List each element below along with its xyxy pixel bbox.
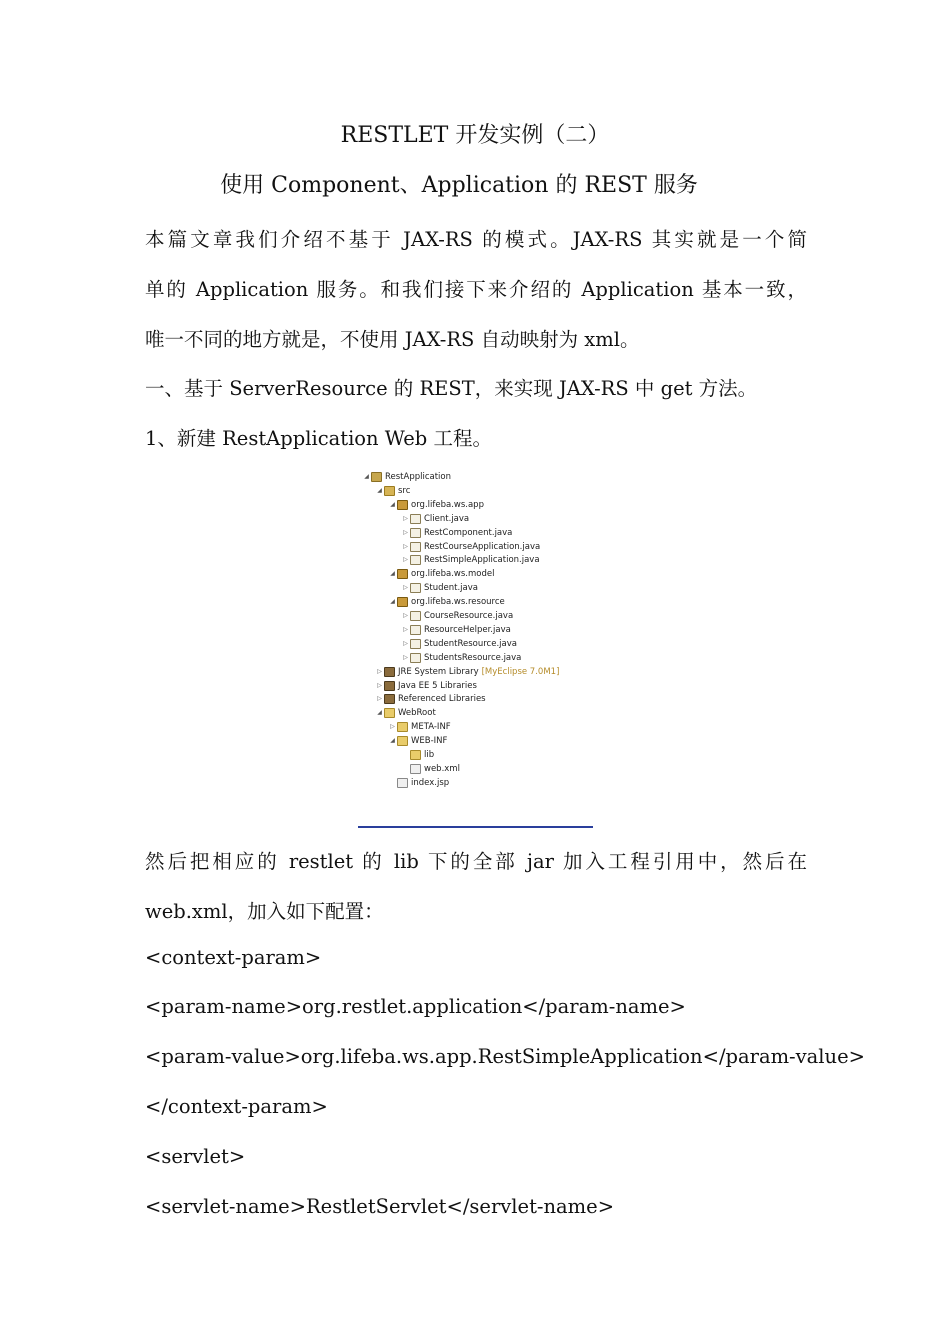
tree-node[interactable]	[388, 567, 494, 581]
expand-twisty-icon[interactable]: ▷	[403, 653, 408, 661]
pkg-icon	[397, 597, 408, 607]
tree-node[interactable]	[375, 679, 477, 693]
xml-icon	[397, 778, 408, 788]
tree-node[interactable]	[401, 609, 513, 623]
tree-node-suffix: [MyEclipse 7.0M1]	[481, 666, 560, 677]
section-heading: 一、基于 ServerResource 的 REST，来实现 JAX-RS 中 get 方法。	[145, 377, 758, 400]
lib-icon	[384, 681, 395, 691]
tree-node-label: Student.java	[424, 583, 478, 594]
xml-icon	[410, 764, 421, 774]
lib-icon	[384, 694, 395, 704]
tree-node[interactable]	[388, 734, 447, 748]
expand-twisty-icon[interactable]: ◢	[390, 500, 395, 508]
tree-node-label: JRE System Library	[398, 666, 479, 677]
tree-node-label: src	[398, 485, 411, 496]
code-line: <param-value>org.lifeba.ws.app.RestSimpleApplication</param-value>	[145, 1045, 865, 1068]
tree-node-label: RestSimpleApplication.java	[424, 555, 540, 566]
tree-node[interactable]	[375, 692, 486, 706]
tree-node-label: org.lifeba.ws.app	[411, 499, 484, 510]
expand-twisty-icon[interactable]: ▷	[403, 542, 408, 550]
pkg-icon	[397, 569, 408, 579]
expand-twisty-icon[interactable]: ▷	[403, 514, 408, 522]
tree-node[interactable]	[401, 748, 434, 762]
java-icon	[410, 542, 421, 552]
src-icon	[384, 486, 395, 496]
tree-node[interactable]	[401, 637, 517, 651]
code-line: </context-param>	[145, 1095, 328, 1118]
code-line: <context-param>	[145, 946, 322, 969]
expand-twisty-icon[interactable]: ▷	[403, 584, 408, 592]
page-title: RESTLET 开发实例（二）	[340, 123, 610, 148]
expand-twisty-icon[interactable]: ◢	[390, 737, 395, 745]
tree-node-label: WEB-INF	[411, 736, 448, 747]
tree-node-label: CourseResource.java	[424, 611, 514, 621]
tree-node[interactable]	[388, 498, 484, 512]
tree-node-label: WebRoot	[398, 708, 436, 719]
paragraph-line: 单的 Application 服务。和我们接下来介绍的 Application 基本一致，	[145, 278, 807, 301]
tree-node-label: Client.java	[424, 513, 470, 524]
pkg-icon	[397, 500, 408, 510]
paragraph-line: 然后把相应的 restlet 的 lib 下的全部 jar 加入工程引用中，然后在	[145, 850, 807, 873]
tree-node[interactable]	[388, 720, 451, 734]
expand-twisty-icon[interactable]: ◢	[390, 598, 395, 606]
java-icon	[410, 583, 421, 593]
tree-node[interactable]	[401, 581, 478, 595]
tree-node[interactable]	[375, 665, 559, 679]
tree-node[interactable]	[375, 706, 436, 720]
expand-twisty-icon[interactable]: ▷	[403, 528, 408, 536]
tree-node-label: org.lifeba.ws.resource	[411, 597, 505, 608]
folder-icon	[384, 708, 395, 718]
tree-node-label: StudentsResource.java	[424, 652, 522, 663]
expand-twisty-icon[interactable]: ▷	[403, 639, 408, 647]
tree-node[interactable]	[401, 540, 540, 554]
step-heading: 1、新建 RestApplication Web 工程。	[145, 427, 492, 450]
java-icon	[410, 611, 421, 621]
tree-node-label: StudentResource.java	[424, 638, 517, 649]
tree-node[interactable]	[362, 470, 451, 484]
java-icon	[410, 528, 421, 538]
expand-twisty-icon[interactable]: ◢	[364, 473, 369, 480]
tree-node-label: org.lifeba.ws.model	[411, 569, 495, 580]
tree-node-label: Referenced Libraries	[398, 694, 486, 705]
page-subtitle: 使用 Component、Application 的 REST 服务	[220, 173, 698, 198]
folder-icon	[410, 750, 421, 760]
tree-node[interactable]	[375, 484, 410, 498]
expand-twisty-icon[interactable]: ▷	[377, 667, 382, 675]
tree-node-label: ResourceHelper.java	[424, 624, 511, 635]
tree-node-label: lib	[424, 750, 435, 760]
expand-twisty-icon[interactable]: ▷	[390, 723, 395, 731]
tree-node[interactable]	[401, 651, 521, 665]
tree-node[interactable]	[401, 762, 460, 776]
tree-node-label: RestCourseApplication.java	[424, 541, 541, 552]
expand-twisty-icon[interactable]: ▷	[403, 612, 408, 619]
tree-node-label: RestComponent.java	[424, 527, 513, 538]
tree-node[interactable]	[401, 623, 511, 637]
folder-icon	[397, 722, 408, 732]
figure-underline	[358, 826, 593, 828]
expand-twisty-icon[interactable]: ▷	[403, 625, 408, 633]
tree-node[interactable]	[401, 553, 540, 567]
expand-twisty-icon[interactable]: ◢	[377, 709, 382, 717]
paragraph-line: 本篇文章我们介绍不基于 JAX-RS 的模式。JAX-RS 其实就是一个简	[145, 228, 807, 251]
java-icon	[410, 639, 421, 649]
folder-icon	[397, 736, 408, 746]
code-line: <servlet-name>RestletServlet</servlet-name>	[145, 1195, 615, 1218]
tree-node-label: Java EE 5 Libraries	[398, 680, 477, 691]
paragraph-line: web.xml，加入如下配置：	[145, 900, 384, 923]
expand-twisty-icon[interactable]: ◢	[390, 570, 395, 578]
expand-twisty-icon[interactable]: ▷	[377, 695, 382, 703]
java-icon	[410, 555, 421, 565]
tree-node[interactable]	[388, 776, 449, 790]
tree-node[interactable]	[401, 526, 512, 540]
java-icon	[410, 653, 421, 663]
tree-node-label: META-INF	[411, 722, 451, 733]
project-tree-screenshot	[360, 468, 600, 793]
expand-twisty-icon[interactable]: ▷	[403, 556, 408, 564]
java-icon	[410, 514, 421, 524]
expand-twisty-icon[interactable]: ◢	[377, 486, 382, 494]
tree-node[interactable]	[388, 595, 505, 609]
lib-icon	[384, 667, 395, 677]
tree-node-label: web.xml	[424, 763, 460, 774]
paragraph-line: 唯一不同的地方就是，不使用 JAX-RS 自动映射为 xml。	[145, 328, 640, 351]
proj-icon	[371, 472, 382, 482]
tree-node-label: index.jsp	[411, 777, 450, 788]
tree-node-label: RestApplication	[385, 472, 452, 482]
code-line: <servlet>	[145, 1145, 246, 1168]
tree-node[interactable]	[401, 512, 469, 526]
code-line: <param-name>org.restlet.application</param-name>	[145, 995, 686, 1018]
java-icon	[410, 625, 421, 635]
expand-twisty-icon[interactable]: ▷	[377, 681, 382, 689]
